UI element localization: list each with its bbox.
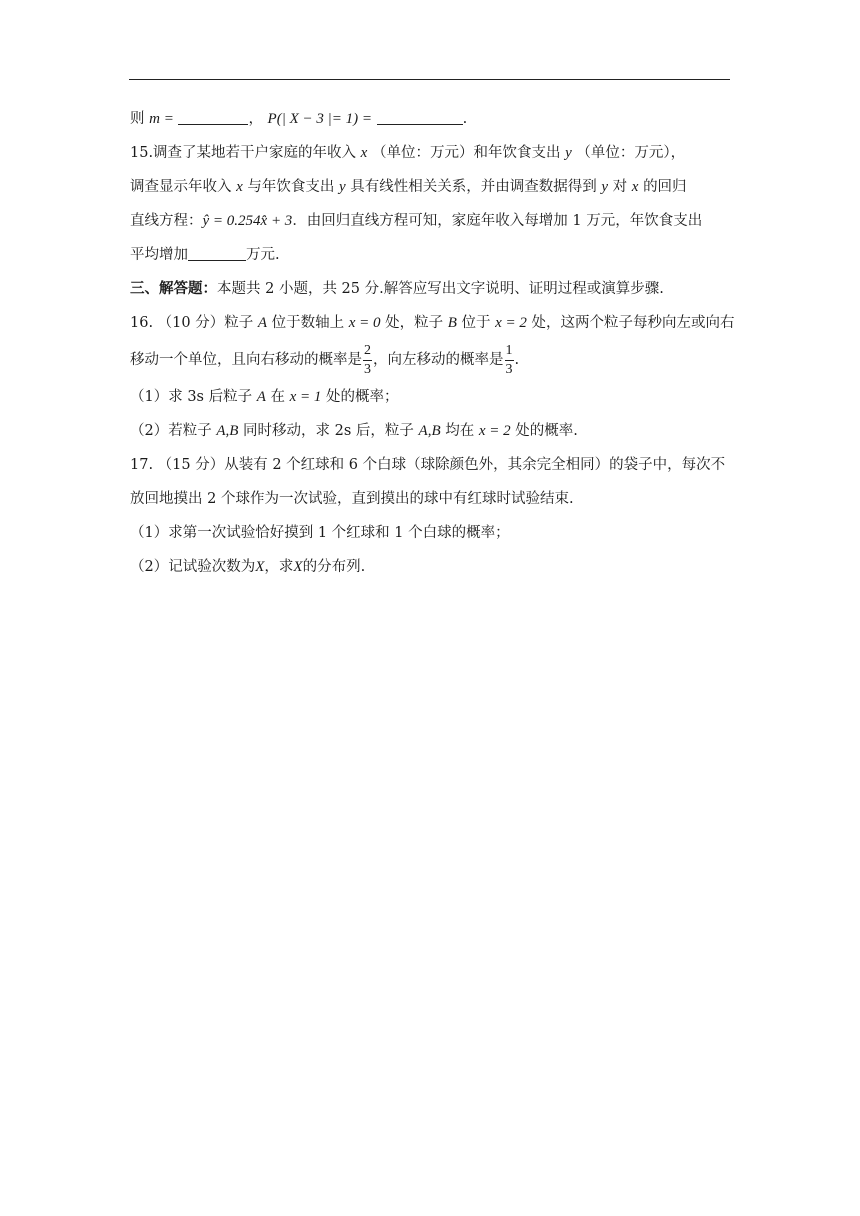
fraction-one-third (505, 344, 514, 377)
q15-text: 15.调查了某地若干户家庭的年收入 (130, 145, 357, 161)
q17-text: 的分布列. (302, 559, 366, 575)
q15-text: 万元. (246, 247, 280, 263)
q16-text: 在 (270, 389, 286, 405)
q15-text: 调查显示年收入 (130, 179, 232, 195)
position-x1: x = 1 (289, 389, 322, 405)
header-rule (129, 79, 730, 80)
frac-numerator: 2 (363, 344, 372, 361)
q17-text: 放回地摸出 2 个球作为一次试验，直到摸出的球中有红球时试验结束. (130, 491, 574, 507)
var-x: x (236, 179, 243, 195)
particle-a: A (257, 315, 268, 331)
document-body (130, 102, 735, 584)
q16-text: 处的概率； (326, 389, 399, 405)
q16-text: ，向左移动的概率是 (373, 352, 504, 368)
q17-text: （1）求第一次试验恰好摸到 1 个红球和 1 个白球的概率； (130, 525, 510, 541)
q16-text: （2）若粒子 (130, 423, 212, 439)
q16-text: 处的概率. (515, 423, 578, 439)
q15-text: 对 (612, 179, 628, 195)
q15-text: ．由回归直线方程可知，家庭年收入每增加 1 万元，年饮食支出 (292, 213, 703, 229)
q16-text: （1）求 3s 后粒子 (130, 389, 253, 405)
q16-text: 位于数轴上 (271, 315, 345, 331)
q15-line-2 (130, 170, 730, 204)
position-x2: x = 2 (495, 315, 527, 331)
q14-m-eq: m = (149, 111, 174, 127)
q16-text: 均在 (445, 423, 475, 439)
var-x: x (360, 145, 368, 161)
q14-prefix: 则 (130, 111, 145, 127)
q14-blank-p[interactable] (377, 110, 463, 125)
q17-line-2 (130, 482, 730, 516)
q17-text: 17. （15 分）从装有 2 个红球和 6 个白球（球除颜色外，其余完全相同）的袋子中，每次不 (130, 457, 726, 473)
frac-denominator: 3 (364, 361, 371, 377)
section-instructions: 本题共 2 小题，共 25 分.解答应写出文字说明、证明过程或演算步骤. (217, 281, 664, 297)
q16-text: 同时移动，求 2s 后，粒子 (243, 423, 414, 439)
var-x: x (631, 179, 639, 195)
frac-denominator: 3 (505, 361, 513, 377)
regression-equation: ŷ = 0.254x̂ + 3 (202, 213, 293, 229)
q15-text: 具有线性相关关系，并由调查数据得到 (350, 179, 597, 195)
q14-comma: ， (248, 111, 263, 127)
q15-text: 平均增加 (130, 247, 188, 263)
q15-line-3 (130, 204, 730, 238)
q15-line-4 (130, 238, 730, 272)
q14-answer-line (130, 102, 730, 136)
q16-text: 位于 (461, 315, 491, 331)
q17-text: ，求 (264, 559, 294, 575)
var-X: X (293, 559, 303, 575)
q15-blank[interactable] (188, 246, 246, 261)
q14-end: . (462, 111, 468, 127)
q16-part-1 (130, 380, 730, 414)
q15-text: 直线方程： (130, 213, 203, 229)
particles-ab: A,B (216, 423, 239, 439)
q15-text: 与年饮食支出 (247, 179, 335, 195)
var-y: y (601, 179, 609, 195)
q16-text: 处，粒子 (385, 315, 444, 331)
particle-a: A (256, 389, 266, 405)
q17-line-1 (130, 448, 730, 482)
q14-blank-m[interactable] (178, 110, 248, 125)
q16-line-1 (130, 306, 735, 340)
q16-part-2 (130, 414, 730, 448)
frac-numerator: 1 (505, 344, 514, 361)
q17-text: （2）记试验次数为 (130, 559, 256, 575)
q15-line-1 (130, 136, 730, 170)
var-y: y (339, 179, 346, 195)
q16-text: 处，这两个粒子每秒向左或向右 (531, 315, 735, 331)
q17-part-1 (130, 516, 730, 550)
q16-text: 移动一个单位，且向右移动的概率是 (130, 352, 362, 368)
var-X: X (255, 559, 265, 575)
section-3-heading (130, 272, 730, 306)
q16-line-2 (130, 340, 730, 380)
q14-p-expr: P(| X − 3 |= 1) = (267, 111, 372, 127)
var-y: y (565, 145, 572, 161)
position-x0: x = 0 (348, 315, 381, 331)
q16-text: 16. （10 分）粒子 (130, 315, 254, 331)
position-x2: x = 2 (478, 423, 511, 439)
q15-text: （单位：万元）和年饮食支出 (371, 145, 561, 161)
q17-part-2 (130, 550, 730, 584)
q16-text: . (514, 352, 520, 368)
particle-b: B (447, 315, 457, 331)
section-title: 三、解答题： (130, 280, 217, 297)
particles-ab: A,B (418, 423, 441, 439)
fraction-two-thirds (363, 344, 372, 377)
q15-text: （单位：万元）， (576, 145, 686, 161)
q15-text: 的回归 (643, 179, 687, 195)
